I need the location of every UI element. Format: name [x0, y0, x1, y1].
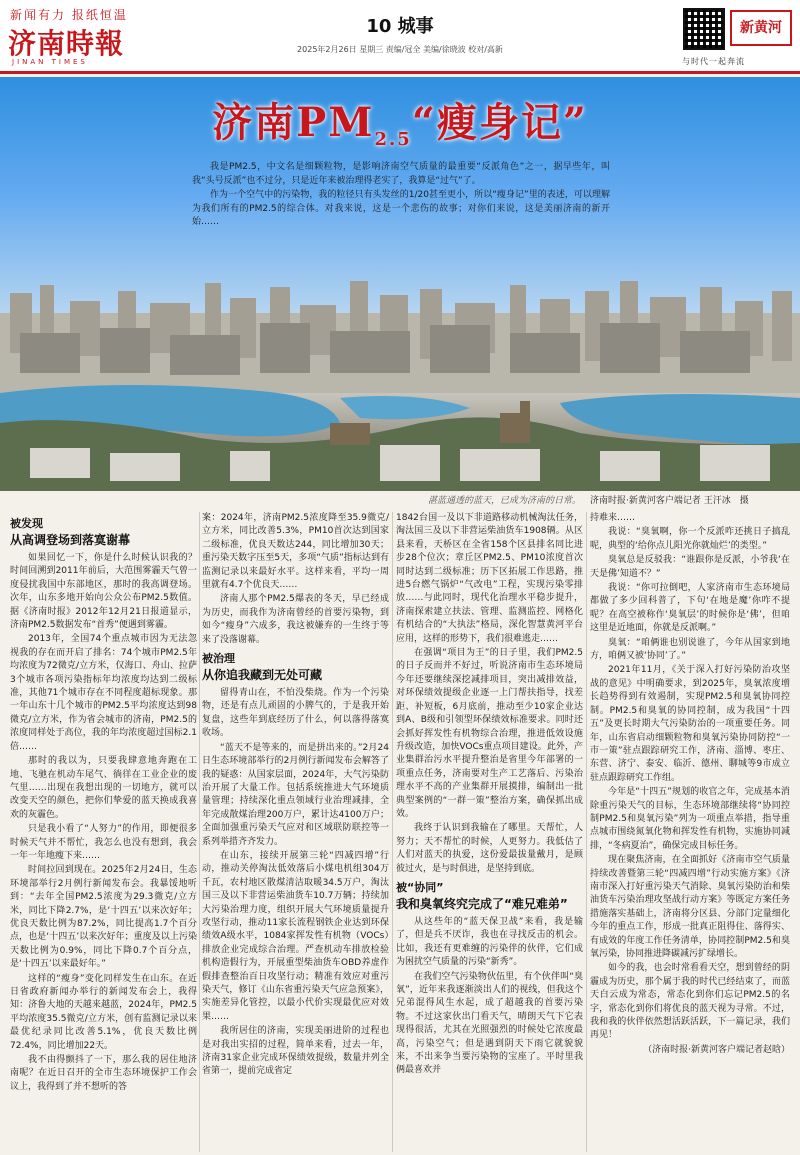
paragraph: 如今的我，也会时常看看天空，想到曾经的阴霾成为历史，那个属于我的时代已经结束了，而蓝天白云成为常态，常态化到你们忘记PM2.5的名字，常态化到你们将优良的蓝天视为寻常。不过，我和我的伙伴依然想活跃活跃，下一篇记录，我们再见！ [590, 963, 790, 1041]
paragraph: 时间拉回到现在。2025年2月24日，生态环境部举行2月例行新闻发布会。我暴馁地听到：“去年全国PM2.5浓度为29.3微克/立方米，同比下降2.7%，是‘十四五’以来次好年；优良天数比例为87.2%，同比提高1.7个百分点，也是‘十四五’以来次好年；重度及以上污染天数比例为0.9%，同比下降0.7个百分点，是‘十四五’以来最好年。” [10, 865, 197, 970]
newspaper-logo: 济南時報 [8, 27, 125, 60]
column-divider [199, 512, 200, 1152]
paragraph: 从这些年的“蓝天保卫战”来看，我是输了，但是兵不厌诈，我也在寻找反击的机会。比如，我还有更难缠的污染伴的伙伴，它们成为困扰空气质量的污染“新秀”。 [396, 916, 583, 968]
hero-photo [0, 77, 800, 491]
paragraph: 2013年，全国74个重点城市因为无法忽视我的存在而开启了排名：74个城市PM2.5年均浓度为72微克/立方米，仅海口、舟山、拉萨3个城市各项污染指标年均浓度均达到二级标准，其他71个城市存在不同程度超标现象。那一年山东十几个城市的PM2.5平均浓度达到98微克/立方米，作为省会城市的济南，PM2.5的浓度同样处于高位，我的年均浓度超过国标2.1倍…… [10, 634, 197, 752]
paragraph: 留得青山在，不怕没柴烧。作为一个污染物，还是有点儿顽固的小脾气的，于是我开始复盘，这些年到底经历了什么，何以落得落寞收场。 [202, 688, 389, 739]
photo-caption: 湛蓝通透的蓝天，已成为济南的日常。 [428, 496, 582, 506]
newspaper-pinyin: JINAN TIMES [12, 58, 88, 66]
article-column-2 [202, 512, 389, 1080]
paragraph: 我终于认识到我输在了哪里。天帮忙，人努力；天不帮忙的时候，人更努力。我低估了人们对蓝天的执爱，这份爱最拔量戴月，是顾彼过火，是与时俱进，是坚持到底。 [396, 823, 583, 874]
paragraph: 臭氧总是反驳我：“谁跟你是反派，小爷我‘在天是佛’知道不？” [590, 555, 790, 579]
article-column-4 [590, 512, 790, 1058]
intro-paragraph: 我是PM2.5，中文名是细颗粒物，是影响济南空气质量的最重要“反派角色”之一，据早些年，叫我“头号反派”也不过分，只是近年来被治理得老实了，我算是“过气”了。 [192, 162, 610, 186]
photo-caption-bar [0, 491, 800, 507]
masthead [0, 0, 800, 74]
paragraph: 这样的“瘦身”变化同样发生在山东。在近日省政府新闻办举行的新闻发布会上，我得知：济鲁大地的天越来越蓝，2024年，PM2.5平均浓度35.5微克/立方米，创有监测记录以来最优纪录同比改善5.1%，优良天数比例72.4%，同比增加22天。 [10, 973, 197, 1051]
article-column-3 [396, 512, 583, 1079]
city-skyline-illustration [0, 273, 800, 491]
paragraph: 在山东，接续开展第三轮“四减四增”行动，推动关停淘汰低效落后小煤电机组304万千瓦，农村地区散煤清洁取暖34.5万户，淘汰国三及以下非营运柴油货车10.7万辆；持续加大污染治理力度，组织开展大气环境质量提升攻坚行动，推动11家长流程钢铁企业达到环保绩效A级水平，1084家挥发性有机物（VOCs）排放企业完成综合治理。严查机动车排放检验机构造假行为，开展重型柴油货车OBD养虚作假排查整治百日攻坚行动；精准有效应对重污染天气，修订《山东省重污染天气应急预案》，实施差异化管控，以最小代价实现最优应对效果…… [202, 850, 389, 1022]
paragraph: 济南人那个PM2.5爆表的冬天，早已经成为历史，而我作为济南曾经的首要污染物，到如今“瘦身”六成多，我这被嫌弃的一生终于等来了没落谢幕。 [202, 594, 389, 645]
paragraph: 1842台国一及以下非道路移动机械淘汰任务，淘汰国三及以下非营运柴油货车1908辆。从区县来看，天桥区在全省158个区县排名同比进步28个位次；章丘区PM2.5、PM10浓度首次同时达到二级标准；历下区拓展工作思路，推进5台燃气锅炉“气改电”工程，实现污染零排放……与此同时，现代化治理水平稳步提升，济南探索建立扶法、管理、监测监控、网格化有机结合的“大执法”格局，深化智慧黄河平台应用，这样的形势下，我们很难逃走…… [396, 513, 583, 644]
paragraph: 那时的我以为，只要我肆意地奔跑在工地、飞驰在机动车尾气、徜徉在工业企业的废气里……出现在我想出现的一切地方，就可以改变天空的颜色，把你们挚爱的蓝天换成我喜欢的灰霾色。 [10, 756, 197, 820]
paragraph: 持难来…… [590, 513, 636, 523]
paragraph: 现在聚焦济南，在全面抓好《济南市空气质量持续改善暨第三轮“四减四增”行动实施方案》《济南市深入打好重污染天气消除、臭氧污染防治和柴油货车污染治理攻坚战行动方案》等既定方案任务措施落实基础上，济南将分区县、分部门定量细化今年的重点工作，形成一批真正阻得住、落得实、有成效的年度工作任务清单，协同控制PM2.5和臭氧污染，协同推进降碳减污扩绿增长。 [590, 855, 790, 959]
paragraph: 臭氧：“咱俩谁也别说谁了，今年从国家到地方，咱俩又被‘协同’了。” [590, 637, 790, 662]
column-divider [392, 512, 393, 1152]
paragraph: 我所居住的济南，实现美丽进阶的过程也是对我出实招的过程，简单来看，过去一年，济南31家企业完成环保绩效提级，数量并列全省第一，提前完成省定 [202, 1026, 389, 1077]
paragraph: 在强调“项目为王”的日子里，我们PM2.5的日子反而并不好过，听说济南市生态环境局今年还要继续深挖减排项目，突出减排效益，对环保绩效提级企业逐一上门帮扶指导，找差距、补短板，6月底前，推动至少10家企业达到A、B级和引领型环保绩效标准要求。同时还会抓好挥发性有机物综合治理，推进低效设施升级改造，加快VOCs重点项目建设。此外，产业集群治污水平提升整治是省里今年部署的一项重点任务，济南要对生产工艺落后、污染治理水平不高的产业集群开展摸排，编制出一批典型案例的“一群一策”整治方案，确保抓出成效。 [396, 648, 583, 819]
photo-credit: 济南时报·新黄河客户端记者 王汗冰 摄 [590, 496, 749, 506]
section-title: 10 城事 [366, 16, 434, 37]
section-heading: 被治理 从你追我藏到无处可藏 [202, 652, 323, 683]
column-divider [586, 512, 587, 1152]
edition-line: 2025年2月26日 星期三 责编/冠全 美编/徐晓波 校对/高新 [297, 45, 503, 54]
paragraph: 2021年11月，《关于深入打好污染防治攻坚战的意见》中明确要求，到2025年，臭氧浓度增长趋势得到有效遏制，实现PM2.5和臭氧协同控制。PM2.5和臭氧的协同控制，成为我国“十四五”及更长时期大气污染防治的一项重要任务。同年，山东省启动细颗粒物和臭氧污染协同防控“一市一策”驻点跟踪研究工作，济南、淄博、枣庄、东营、济宁、泰安、临沂、德州、聊城等9市成立驻点跟踪研究工作组。 [590, 665, 790, 783]
paragraph: 我说：“你可拉倒吧，人家济南市生态环境局都做了多少回科普了，下句‘在地是魔’你咋不提呢？在高空被称作‘臭氧层’的时候你是‘佛’，但咱这里是近地面，你就是反派啊。” [590, 583, 790, 634]
intro-text [192, 161, 610, 231]
paragraph: 在我们空气污染物伙伍里，有个伙伴叫“臭氧”，近年来我逐渐淡出人们的视线，但我这个兄弟混得风生水起，成了超越我的首要污染物。不过这家伙出门看天气，晴朗天气下它表现得很活，尤其在光照强烈的时候处它浓度最高，污染空气；但是遇到阴天下雨它就貌貌来，不出来争当要污染物的宝座了。平时里我俩最喜欢并 [396, 971, 583, 1076]
reporter-signoff: （济南时报·新黄河客户端记者赵晗） [643, 1044, 790, 1055]
paragraph: 今年是“十四五”规划的收官之年，完成基本消除重污染天气的目标，生态环境部继续将“协同控制PM2.5和臭氧污染”列为一项重点举措，指导重点城市围绕氮氧化物和挥发性有机物，实施协同减排，“冬病夏治”，确保完成目标任务。 [590, 787, 790, 851]
paragraph: 只是我小看了“人努力”的作用，即便很多时候天气并不帮忙，我怎么也没有想到，我会一年一年地瘦下来…… [10, 824, 197, 861]
paragraph: 案：2024年，济南PM2.5浓度降至35.9微克/立方米，同比改善5.3%，PM10首次达到国家二级标准，优良天数达244，同比增加30天；重污染天数字压至5天，多项“气质”指标达到有监测记录以来最好水平。这样来看，平均一周里就有4.7个优良天…… [202, 513, 389, 591]
section-heading: 被发现 从高调登场到落寞谢幕 [10, 517, 131, 547]
section-heading: 被“协同” 我和臭氧终究完成了“难兄难弟” [396, 880, 568, 911]
partner-logo: 新黄河 [730, 10, 792, 46]
paragraph: “蓝天不是等来的，而是拼出来的。”2月24日生态环境部举行的2月例行新闻发布会解答了我的疑惑：从国家层面，2024年，大气污染防治开展了大量工作。包括系统推进大气环境质量管理；持续深化重点领域行业治理减排，全年完成散煤治理200万户，累计达4100万户；全面加强重污染天气应对和区域联防联控等一系列举措齐齐发力。 [202, 742, 389, 847]
paragraph: 我不由得颤抖了一下，那么我的居住地济南呢？在近日召开的全市生态环境保护工作会议上，我得到了并不想听的答 [10, 1055, 197, 1092]
intro-paragraph: 作为一个空气中的污染物，我的粒径只有头发丝的1/20甚至更小，所以“瘦身记”里的表述，可以理解为我们所有的PM2.5的综合体。对我来说，这是一个悲伤的故事；对你们来说，这是美丽济南的新开始…… [192, 190, 610, 227]
headline: 济南$PM_{2.5}“$瘦身记” [212, 99, 588, 150]
article-column-1 [10, 512, 197, 1095]
paragraph: 我说：“臭氧啊，你一个反派咋还挑日子搞乱呢，典型的‘给你点儿阳光你就灿烂’的类型。” [590, 527, 790, 551]
paragraph: 如果回忆一下，你是什么时候认识我的？时间回溯到2011年前后，大范围雾霾天气曾一度侵扰我国中东部地区，那时的我高调登场。次年，山东多地开始向公众公布PM2.5数值。据《济南时报》2012年12月21日报道显示，济南PM2.5数据发布“首秀”便遇到雾霾。 [10, 553, 197, 631]
qr-code-icon[interactable] [683, 8, 725, 50]
newspaper-slogan: 新闻有力 报纸恒温 [10, 8, 128, 22]
partner-slogan: 与时代一起奔流 [682, 57, 745, 66]
